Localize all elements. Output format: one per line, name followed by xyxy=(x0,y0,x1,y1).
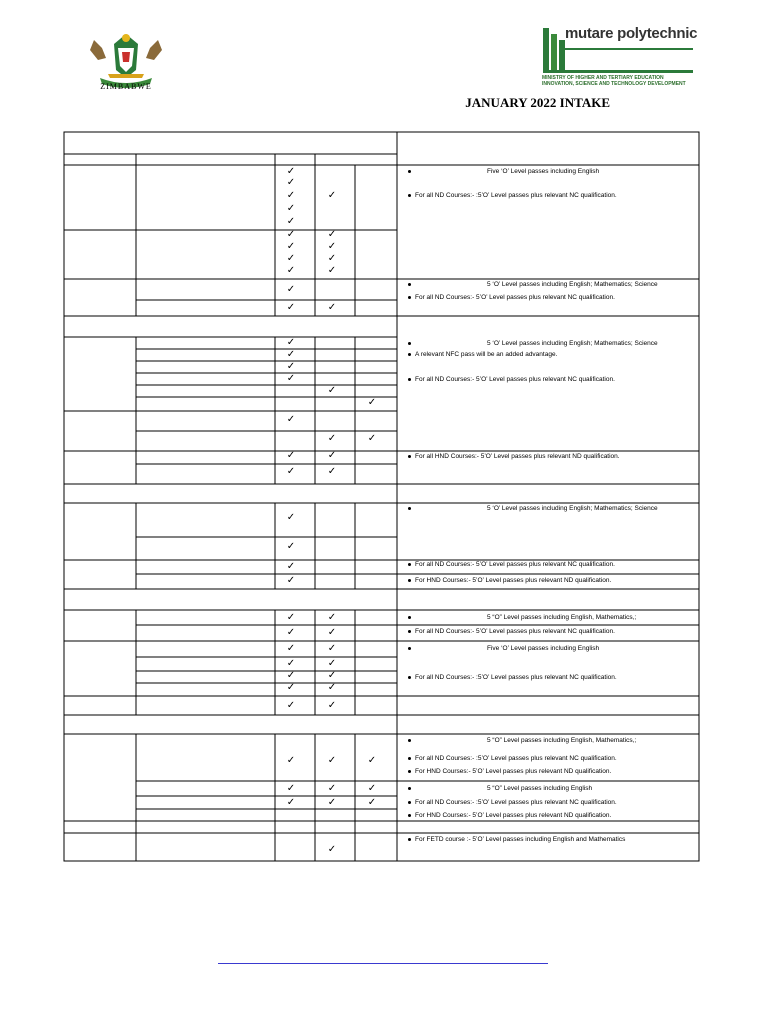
bullet-icon xyxy=(408,676,411,679)
requirement-item xyxy=(408,505,658,513)
requirement-item xyxy=(408,340,658,348)
requirement-item xyxy=(408,281,658,289)
requirement-text: For HND Courses:- 5’O’ Level passes plus relevant ND qualification. xyxy=(415,577,612,584)
requirement-item xyxy=(408,192,617,200)
checkmark-icon: ✓ xyxy=(286,783,296,794)
requirement-text: Five ‘O’ Level passes including English xyxy=(487,645,600,652)
checkmark-icon: ✓ xyxy=(327,433,337,444)
checkmark-icon: ✓ xyxy=(286,575,296,586)
requirement-item xyxy=(408,453,620,461)
requirement-text: For all ND Courses:- 5’O’ Level passes plus relevant NC qualification. xyxy=(415,561,615,568)
checkmark-icon: ✓ xyxy=(327,844,337,855)
checkmark-icon: ✓ xyxy=(367,397,377,408)
requirement-text: 5 ‘O’ Level passes including English; Mathematics; Science xyxy=(487,505,658,512)
checkmark-icon: ✓ xyxy=(327,190,337,201)
checkmark-icon: ✓ xyxy=(286,561,296,572)
zimbabwe-label: ZIMBABWE xyxy=(100,82,152,91)
checkmark-icon: ✓ xyxy=(286,241,296,252)
bullet-icon xyxy=(408,801,411,804)
requirement-text: 5 ‘O’ Level passes including English; Mathematics; Science xyxy=(487,281,658,288)
requirement-text: For HND Courses:- 5’O’ Level passes plus relevant ND qualification. xyxy=(415,812,612,819)
requirement-item xyxy=(408,628,615,636)
checkmark-icon: ✓ xyxy=(327,658,337,669)
requirement-item xyxy=(408,561,615,569)
bullet-icon xyxy=(408,838,411,841)
checkmark-icon: ✓ xyxy=(327,229,337,240)
bullet-icon xyxy=(408,194,411,197)
requirement-text: For all ND Courses:- 5’O’ Level passes plus relevant NC qualification. xyxy=(415,628,615,635)
bullet-icon xyxy=(408,616,411,619)
checkmark-icon: ✓ xyxy=(327,450,337,461)
checkmark-icon: ✓ xyxy=(327,627,337,638)
requirement-text: 5 ‘O’ Level passes including English; Mathematics; Science xyxy=(487,340,658,347)
bullet-icon xyxy=(408,647,411,650)
requirement-item xyxy=(408,351,557,359)
requirement-text: 5 “O” Level passes including English, Mathematics,; xyxy=(487,614,637,621)
requirement-text: For all ND Courses:- :5’O’ Level passes plus relevant NC qualification. xyxy=(415,755,617,762)
ministry-line: MINISTRY OF HIGHER AND TERTIARY EDUCATION xyxy=(542,75,664,81)
checkmark-icon: ✓ xyxy=(286,450,296,461)
bullet-icon xyxy=(408,770,411,773)
checkmark-icon: ✓ xyxy=(286,512,296,523)
requirement-text: For all ND Courses:- :5’O’ Level passes plus relevant NC qualification. xyxy=(415,674,617,681)
checkmark-icon: ✓ xyxy=(286,166,296,177)
checkmark-icon: ✓ xyxy=(286,797,296,808)
requirement-text: Five ‘O’ Level passes including English xyxy=(487,168,600,175)
checkmark-icon: ✓ xyxy=(327,783,337,794)
requirement-item xyxy=(408,577,611,585)
bullet-icon xyxy=(408,739,411,742)
table-grid xyxy=(64,132,699,861)
bullet-icon xyxy=(408,342,411,345)
requirement-item xyxy=(408,755,617,763)
requirement-text: 5 “O” Level passes including English, Mathematics,; xyxy=(487,737,637,744)
checkmark-icon: ✓ xyxy=(327,670,337,681)
requirement-text: For HND Courses:- 5’O’ Level passes plus relevant ND qualification. xyxy=(415,768,612,775)
bullet-icon xyxy=(408,455,411,458)
requirement-item xyxy=(408,168,599,176)
checkmark-icon: ✓ xyxy=(327,612,337,623)
checkmark-icon: ✓ xyxy=(286,253,296,264)
checkmark-icon: ✓ xyxy=(286,643,296,654)
checkmark-icon: ✓ xyxy=(286,682,296,693)
checkmark-icon: ✓ xyxy=(286,284,296,295)
checkmark-icon: ✓ xyxy=(286,177,296,188)
requirement-text: For all ND Courses:- 5’O’ Level passes plus relevant NC qualification. xyxy=(415,294,615,301)
checkmark-icon: ✓ xyxy=(367,783,377,794)
bullet-icon xyxy=(408,353,411,356)
requirement-text: A relevant NFC pass will be an added advantage. xyxy=(415,351,558,358)
requirement-item xyxy=(408,785,592,793)
checkmark-icon: ✓ xyxy=(327,466,337,477)
checkmark-icon: ✓ xyxy=(367,797,377,808)
bullet-icon xyxy=(408,787,411,790)
checkmark-icon: ✓ xyxy=(367,433,377,444)
requirement-text: For FETD course :- 5’O’ Level passes including English and Mathematics xyxy=(415,836,626,843)
requirement-text: For all HND Courses:- 5’O’ Level passes plus relevant ND qualification. xyxy=(415,453,620,460)
bullet-icon xyxy=(408,814,411,817)
checkmark-icon: ✓ xyxy=(286,337,296,348)
requirement-item xyxy=(408,294,615,302)
checkmark-icon: ✓ xyxy=(327,797,337,808)
checkmark-icon: ✓ xyxy=(286,658,296,669)
checkmark-icon: ✓ xyxy=(286,190,296,201)
checkmark-icon: ✓ xyxy=(327,700,337,711)
requirement-item xyxy=(408,674,617,682)
checkmark-icon: ✓ xyxy=(327,755,337,766)
requirement-text: For all ND Courses:- :5’O’ Level passes plus relevant NC qualification. xyxy=(415,799,617,806)
checkmark-icon: ✓ xyxy=(286,373,296,384)
polytechnic-name: mutare polytechnic xyxy=(565,25,698,42)
checkmark-icon: ✓ xyxy=(286,612,296,623)
requirement-item xyxy=(408,645,599,653)
footer-link-underline[interactable] xyxy=(218,963,548,964)
checkmark-icon: ✓ xyxy=(327,643,337,654)
checkmark-icon: ✓ xyxy=(327,241,337,252)
checkmark-icon: ✓ xyxy=(327,385,337,396)
bullet-icon xyxy=(408,507,411,510)
requirement-item xyxy=(408,812,611,820)
checkmark-icon: ✓ xyxy=(327,302,337,313)
checkmark-icon: ✓ xyxy=(286,349,296,360)
checkmark-icon: ✓ xyxy=(327,253,337,264)
requirement-item xyxy=(408,768,611,776)
bullet-icon xyxy=(408,563,411,566)
requirement-item xyxy=(408,614,636,622)
bullet-icon xyxy=(408,283,411,286)
requirement-item xyxy=(408,376,615,384)
checkmark-icon: ✓ xyxy=(286,414,296,425)
checkmark-icon: ✓ xyxy=(286,203,296,214)
requirement-text: For all ND Courses:- :5’O’ Level passes plus relevant NC qualification. xyxy=(415,192,617,199)
checkmark-icon: ✓ xyxy=(286,700,296,711)
requirement-item xyxy=(408,799,617,807)
bullet-icon xyxy=(408,170,411,173)
checkmark-icon: ✓ xyxy=(286,229,296,240)
requirement-text: For all ND Courses:- 5’O’ Level passes plus relevant NC qualification. xyxy=(415,376,615,383)
checkmark-icon: ✓ xyxy=(286,755,296,766)
page-title: JANUARY 2022 INTAKE xyxy=(465,95,610,110)
checkmark-icon: ✓ xyxy=(286,216,296,227)
checkmark-icon: ✓ xyxy=(286,361,296,372)
tagline-line: INNOVATION, SCIENCE AND TECHNOLOGY DEVELOPMENT xyxy=(542,81,686,87)
requirement-text: 5 “O” Level passes including English xyxy=(487,785,593,792)
bullet-icon xyxy=(408,757,411,760)
checkmark-icon: ✓ xyxy=(286,265,296,276)
checkmark-icon: ✓ xyxy=(286,541,296,552)
bullet-icon xyxy=(408,630,411,633)
requirement-item xyxy=(408,836,625,844)
checkmark-icon: ✓ xyxy=(286,302,296,313)
checkmark-icon: ✓ xyxy=(367,755,377,766)
requirement-item xyxy=(408,737,636,745)
checkmark-icon: ✓ xyxy=(327,682,337,693)
checkmark-icon: ✓ xyxy=(286,466,296,477)
checkmark-icon: ✓ xyxy=(286,627,296,638)
checkmark-icon: ✓ xyxy=(286,670,296,681)
bullet-icon xyxy=(408,579,411,582)
bullet-icon xyxy=(408,296,411,299)
checkmark-icon: ✓ xyxy=(327,265,337,276)
bullet-icon xyxy=(408,378,411,381)
